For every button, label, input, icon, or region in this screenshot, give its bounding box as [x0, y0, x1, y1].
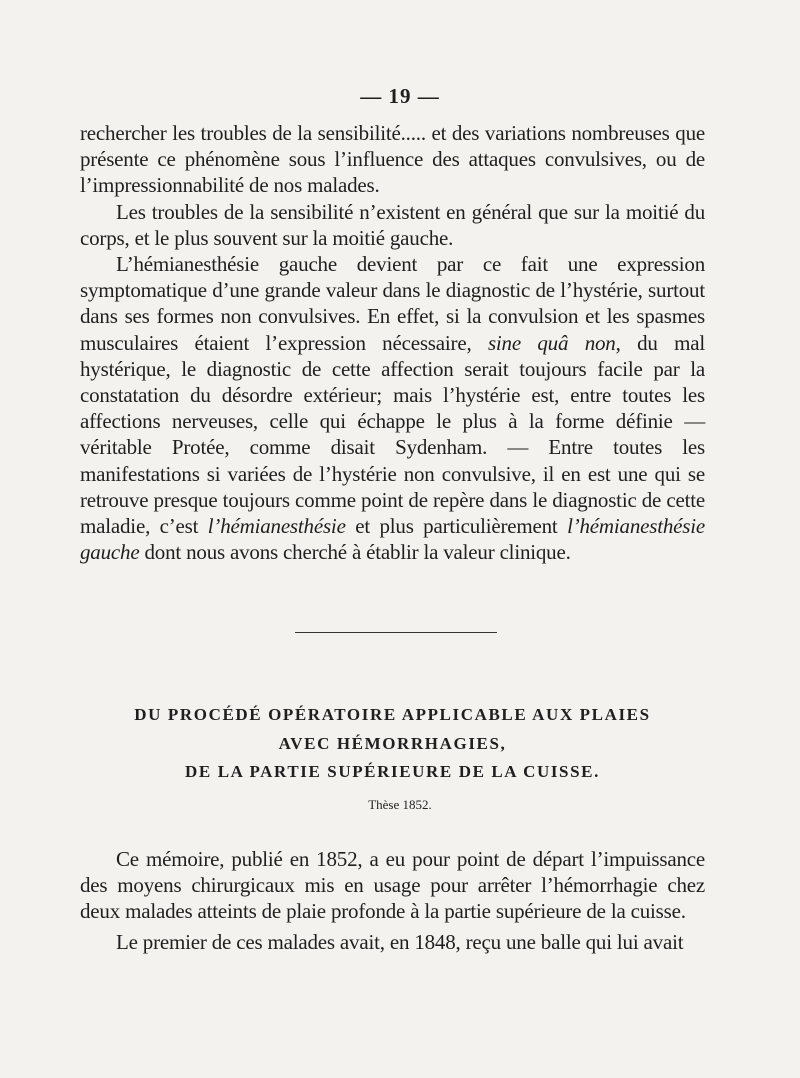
section1-text: [80, 120, 705, 565]
page-number: — 19 —: [360, 84, 440, 108]
paragraph-2: Les troubles de la sensibilité n’existent en général que sur la moitié du corps, et le plus souvent sur la moitié gauche.: [80, 199, 705, 250]
paragraph-3: [80, 251, 705, 565]
paragraph-3-italic3: l’hémianesthésie gauche: [80, 514, 706, 565]
paragraph-3-part4: dont nous avons cherché à établir la valeur clinique.: [139, 540, 571, 565]
section-title-line1: DU PROCÉDÉ OPÉRATOIRE APPLICABLE AUX PLAIES: [134, 705, 651, 724]
paragraph-3-italic1: sine quâ non: [487, 330, 616, 355]
paragraph-4: Ce mémoire, publié en 1852, a eu pour point de départ l’impuissance des moyens chirurgicaux mis en usage pour arrêter l’hémorrhagie chez deux malades atteints de plaie profonde à la partie supérieure de la cuisse.: [80, 847, 705, 924]
paragraph-5: Le premier de ces malades avait, en 1848, reçu une balle qui lui avait: [116, 929, 684, 954]
paragraph-3-italic2: l’hémianesthésie: [207, 514, 346, 539]
section2-text: [80, 846, 705, 955]
paragraph-3-part2: , du mal hystérique, le diagnostic de cette affection serait toujours facile par la constatation du désordre extérieur; mais l’hystérie est, entre toutes les affections nerveuses, celle qui échappe le plus à la forme définie — véritable Protée, comme disait Sydenham. — Entre toutes les manifestations si variées de l’hystérie non convulsive, il en est une qui se retrouve presque toujours comme point de repère dans le diagnostic de cette maladie, c’est: [80, 330, 705, 539]
paragraph-3-part3: et plus particulièrement: [345, 514, 568, 539]
paragraph-3-part1: L’hémianesthésie gauche devient par ce fait une expression symptomatique d’une grande valeur dans le diagnostic de l’hystérie, surtout dans ses formes non convulsives. En effet, si la convulsion et les spasmes musculaires étaient l’expression nécessaire,: [80, 252, 705, 355]
thesis-caption: Thèse 1852.: [368, 797, 432, 812]
section-divider: [295, 632, 497, 633]
section-title-line2: AVEC HÉMORRHAGIES,: [278, 734, 507, 753]
paragraph-1: rechercher les troubles de la sensibilité..... et des variations nombreuses que présente ce phénomène sous l’influence des attaques convulsives, ou de l’impressionnabilité de nos malades.: [80, 121, 705, 198]
section-title-line3: DE LA PARTIE SUPÉRIEURE DE LA CUISSE.: [185, 762, 600, 781]
